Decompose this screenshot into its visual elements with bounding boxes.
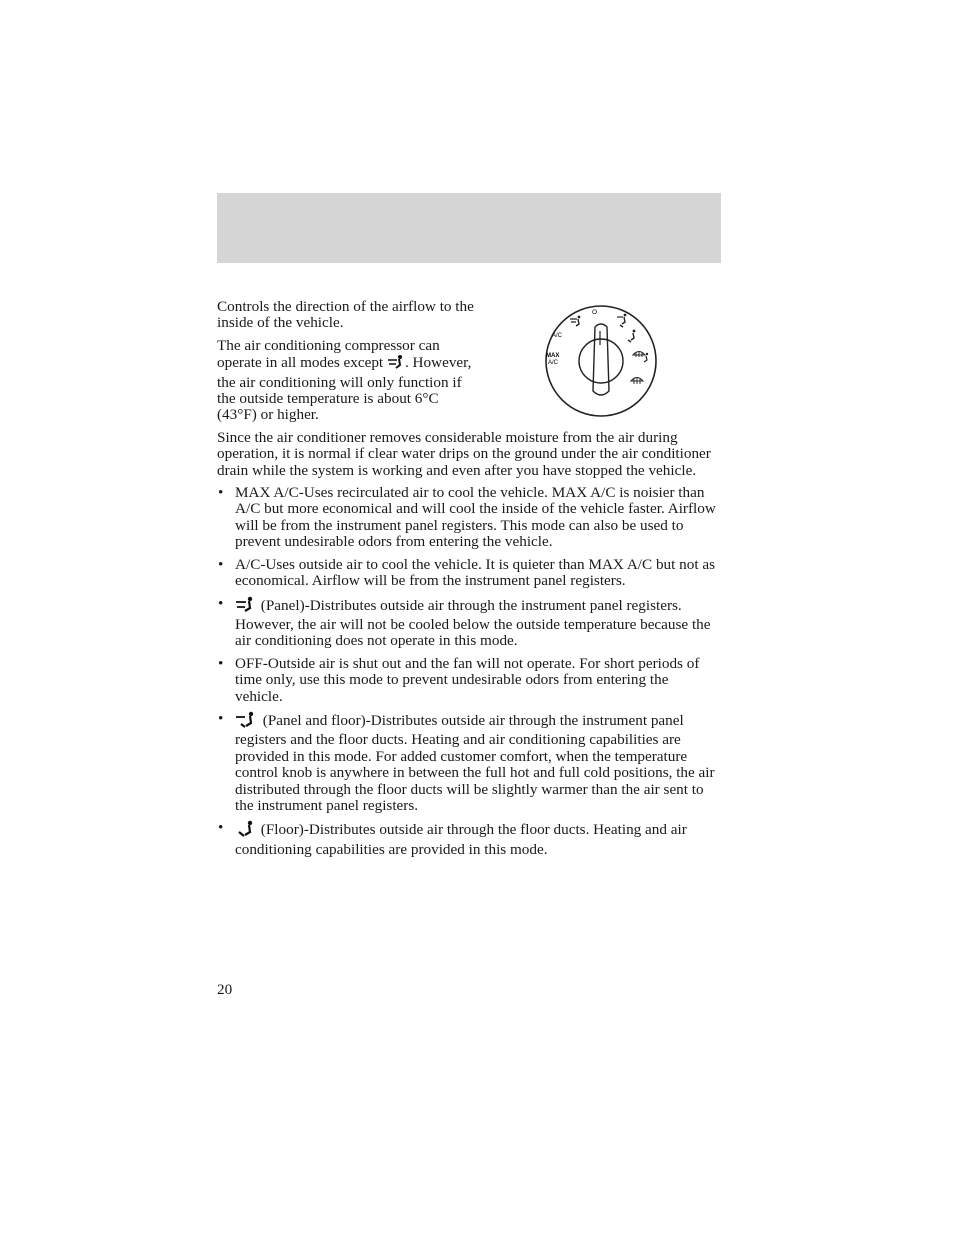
mode-floor-text: (Floor)-Distributes outside air through the floor ducts. Heating and air conditioning capabilities are provided in this mode. — [235, 821, 687, 858]
mode-selector-dial — [543, 303, 659, 419]
panel-vent-icon — [387, 354, 405, 374]
dial-label-ac: A/C — [552, 333, 563, 339]
intro-block — [217, 299, 479, 424]
bullet: • — [218, 654, 224, 672]
bullet: • — [218, 484, 224, 502]
bullet: • — [218, 594, 224, 612]
list-item — [217, 820, 717, 858]
intro-paragraph-1: Controls the direction of the airflow to the inside of the vehicle. — [217, 298, 474, 332]
mode-off-text: OFF-Outside air is shut out and the fan will not operate. For short periods of time only, use this mode to prevent undesirable odors from entering the vehicle. — [235, 654, 700, 705]
intro-p2-after: . However, the air conditioning will only function if the outside temperature is about 6°C (43°F) or higher. — [217, 354, 472, 424]
mode-panel-floor-text: (Panel and floor)-Distributes outside air through the instrument panel registers and the floor ducts. Heating and air conditioning capabilities are provided in this mode. For added customer comfort, when the temperature control knob is anywhere in between the full hot and full cold positions, the air distributed through the floor ducts will be slightly warmer than the air sent to the instrument panel registers. — [235, 711, 715, 814]
panel-floor-vent-icon — [235, 711, 259, 732]
list-item — [217, 557, 717, 590]
dial-knob — [593, 324, 609, 395]
condensation-paragraph: Since the air conditioner removes considerable moisture from the air during operation, it is normal if clear water drips on the ground under the air conditioner drain while the system is working and even after you have stopped the vehicle. — [217, 428, 711, 479]
page-number: 20 — [217, 981, 233, 998]
list-item — [217, 485, 717, 551]
intro-paragraph-2 — [217, 338, 479, 424]
mode-panel-text: (Panel)-Distributes outside air through the instrument panel registers. However, the air will not be cooled below the outside temperature because the air conditioning does not operate in this mode. — [235, 596, 711, 650]
dial-label-max-ac: A/C — [548, 360, 559, 366]
bullet: • — [218, 555, 224, 573]
header-band — [217, 193, 721, 263]
mode-ac-text: A/C-Uses outside air to cool the vehicle. It is quieter than MAX A/C but not as economical. Airflow will be from the instrument panel registers. — [235, 555, 716, 590]
list-item — [217, 596, 717, 650]
panel-vent-icon — [235, 596, 257, 617]
bullet: • — [218, 709, 224, 727]
floor-vent-icon — [235, 820, 257, 841]
bullet: • — [218, 819, 224, 837]
mode-max-ac-text: MAX A/C-Uses recirculated air to cool the vehicle. MAX A/C is noisier than A/C but more economical and will cool the inside of the vehicle faster. Airflow will be from the instrument panel registers. This mode can also be used to prevent undesirable odors from entering the vehicle. — [235, 484, 716, 551]
mode-list — [217, 485, 717, 858]
dial-label-max: MAX — [546, 353, 560, 359]
intro-p2-before: The air conditioning compressor can operate in all modes except — [217, 336, 440, 372]
mode-dial-illustration — [543, 303, 659, 419]
dial-label-off: O — [592, 309, 598, 316]
list-item — [217, 711, 717, 814]
list-item — [217, 656, 717, 705]
page-content — [217, 299, 717, 864]
